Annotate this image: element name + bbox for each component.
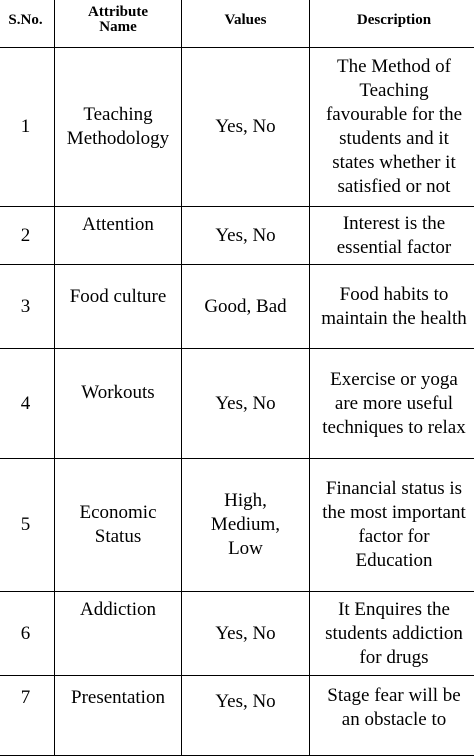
cell-values: Yes, No <box>182 48 310 207</box>
table-body <box>0 48 474 756</box>
table-row <box>0 676 474 756</box>
table-row <box>0 48 474 207</box>
cell-attribute-text: Teaching Methodology <box>63 103 173 151</box>
table-header <box>0 0 474 48</box>
cell-sno: 6 <box>0 592 55 676</box>
cell-sno: 2 <box>0 207 55 265</box>
cell-attribute: Food culture <box>55 265 182 349</box>
cell-description <box>310 459 474 592</box>
cell-description-text: The Method of Teaching favourable for the students and it states whether it satisfied or not <box>319 55 469 199</box>
cell-description-text: Financial status is the most important factor for Education <box>319 477 469 573</box>
header-sno: S.No. <box>0 0 55 48</box>
header-row <box>0 0 474 48</box>
cell-sno: 5 <box>0 459 55 592</box>
cell-description-text: Food habits to maintain the health <box>319 283 469 331</box>
cell-description <box>310 265 474 349</box>
cell-attribute: Addiction <box>55 592 182 676</box>
header-description: Description <box>310 0 474 48</box>
table-row <box>0 459 474 592</box>
table-row <box>0 265 474 349</box>
table-row <box>0 207 474 265</box>
cell-attribute <box>55 459 182 592</box>
cell-values <box>182 459 310 592</box>
cell-sno: 1 <box>0 48 55 207</box>
cell-sno: 7 <box>0 676 55 756</box>
cell-description <box>310 48 474 207</box>
cell-attribute: Attention <box>55 207 182 265</box>
cell-description-text: Exercise or yoga are more useful techniques to relax <box>319 368 469 440</box>
table-row <box>0 592 474 676</box>
cell-description <box>310 349 474 459</box>
header-values: Values <box>182 0 310 48</box>
table-row <box>0 349 474 459</box>
cell-sno: 3 <box>0 265 55 349</box>
cell-values: Good, Bad <box>182 265 310 349</box>
cell-description-text: Stage fear will be an obstacle to <box>319 684 469 732</box>
cell-description <box>310 207 474 265</box>
cell-attribute: Presentation <box>55 676 182 756</box>
cell-description <box>310 676 474 756</box>
cell-values: Yes, No <box>182 592 310 676</box>
header-attribute-name-label: Attribute Name <box>83 5 153 35</box>
cell-sno: 4 <box>0 349 55 459</box>
cell-values-text: High, Medium, Low <box>201 489 291 561</box>
cell-values: Yes, No <box>182 207 310 265</box>
cell-description-text: It Enquires the students addiction for drugs <box>320 598 468 670</box>
header-attribute-name <box>55 0 182 48</box>
cell-description <box>310 592 474 676</box>
cell-description-text: Interest is the essential factor <box>319 212 469 260</box>
cell-attribute-text: Economic Status <box>68 501 168 549</box>
cell-attribute <box>55 48 182 207</box>
cell-attribute: Workouts <box>55 349 182 459</box>
cell-values: Yes, No <box>182 676 310 756</box>
cell-values: Yes, No <box>182 349 310 459</box>
